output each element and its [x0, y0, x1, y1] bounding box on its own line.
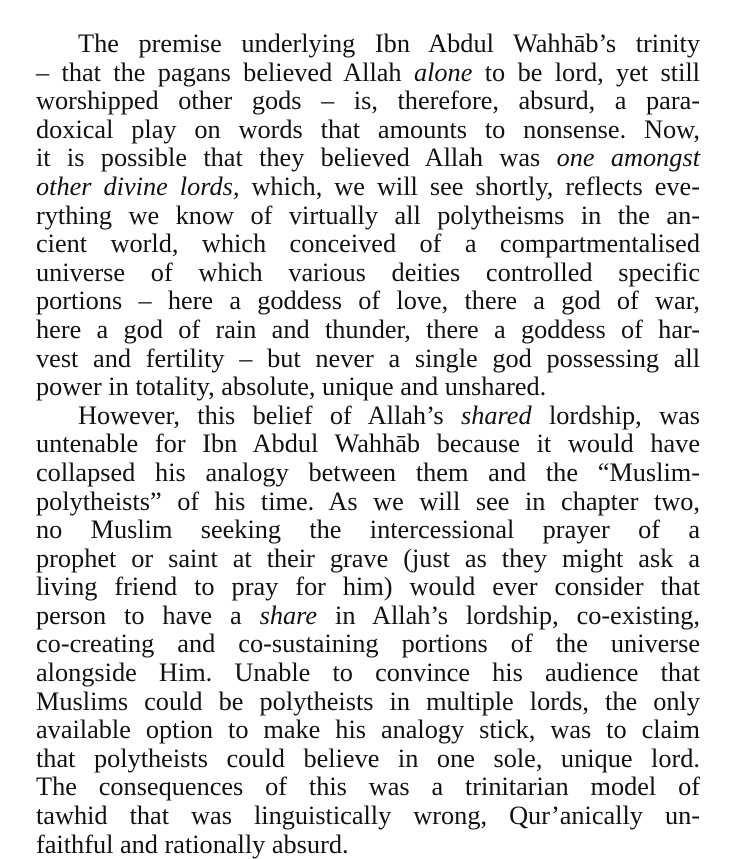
text-line — [36, 402, 700, 431]
text-line — [36, 488, 700, 517]
text-run: person to have a — [36, 600, 260, 630]
text-run: The premise underlying Ibn Abdul Wahhāb’s trinity — [78, 29, 700, 58]
text-line — [36, 745, 700, 774]
text-run: it is possible that they believed Allah was — [36, 143, 557, 173]
text-run: faithful and rationally absurd. — [36, 829, 349, 859]
text-run: to be lord, yet still — [472, 57, 700, 87]
italic-text-run: shared — [460, 400, 532, 430]
text-line — [36, 87, 700, 116]
text-run: – that the pagans believed Allah — [36, 57, 414, 87]
text-line — [36, 716, 700, 745]
text-line — [36, 573, 700, 602]
text-line — [36, 602, 700, 631]
text-line — [36, 516, 700, 545]
text-line — [36, 630, 700, 659]
text-line — [36, 173, 700, 202]
italic-text-run: one amongst — [556, 143, 700, 173]
text-run: tawhid that was linguistically wrong, Qur’anically un- — [36, 801, 700, 831]
text-run: collapsed his analogy between them and the “Muslim- — [36, 457, 700, 487]
text-line — [36, 802, 700, 831]
text-run: portions – here a goddess of love, there a god of war, — [36, 286, 700, 316]
text-run: power in totality, absolute, unique and unshared. — [36, 372, 547, 402]
text-run: The consequences of this was a trinitarian model of — [36, 772, 700, 802]
text-run: worshipped other gods – is, therefore, absurd, a para- — [36, 86, 700, 116]
text-run: living friend to pray for him) would ever consider that — [36, 572, 700, 602]
text-line — [36, 287, 700, 316]
text-run: prophet or saint at their grave (just as they might ask a — [36, 543, 700, 573]
text-run: that polytheists could believe in one sole, unique lord. — [36, 743, 700, 773]
text-line — [36, 59, 700, 88]
italic-text-run: share — [259, 600, 318, 630]
text-line — [36, 259, 700, 288]
italic-text-run: alone — [413, 57, 473, 87]
text-line — [36, 373, 700, 402]
text-run: in Allah’s lordship, co-existing, — [317, 600, 700, 630]
book-page-text — [36, 30, 700, 859]
text-line — [36, 659, 700, 688]
text-run: no Muslim seeking the intercessional prayer of a — [36, 515, 700, 545]
text-run: Muslims could be polytheists in multiple lords, the only — [36, 686, 700, 716]
text-line — [36, 545, 700, 574]
text-run: which, we will see shortly, reflects eve- — [239, 171, 700, 201]
text-line — [36, 202, 700, 231]
text-line — [36, 30, 700, 59]
text-line — [36, 688, 700, 717]
text-run: lordship, was — [531, 400, 700, 430]
text-run: rything we know of virtually all polytheisms in the an- — [36, 200, 700, 230]
text-run: However, this belief of Allah’s — [78, 400, 461, 430]
paragraph-2 — [36, 402, 700, 859]
text-run: vest and fertility – but never a single god possessing all — [36, 343, 700, 373]
text-line — [36, 316, 700, 345]
text-run: untenable for Ibn Abdul Wahhāb because it would have — [36, 429, 700, 459]
text-line — [36, 459, 700, 488]
text-run: cient world, which conceived of a compartmentalised — [36, 229, 700, 259]
text-run: here a god of rain and thunder, there a goddess of har- — [36, 314, 700, 344]
text-line — [36, 345, 700, 374]
text-run: polytheists” of his time. As we will see in chapter two, — [36, 486, 700, 516]
text-line — [36, 430, 700, 459]
text-line — [36, 144, 700, 173]
paragraph-1 — [36, 30, 700, 402]
text-run: alongside Him. Unable to convince his audience that — [36, 658, 700, 688]
text-run: universe of which various deities controlled specific — [36, 257, 700, 287]
text-line — [36, 230, 700, 259]
italic-text-run: other divine lords, — [36, 171, 240, 201]
text-line — [36, 773, 700, 802]
text-run: available option to make his analogy stick, was to claim — [36, 715, 700, 745]
text-run: doxical play on words that amounts to nonsense. Now, — [36, 114, 700, 144]
text-run: co-creating and co-sustaining portions of the universe — [36, 629, 700, 659]
text-line — [36, 116, 700, 145]
